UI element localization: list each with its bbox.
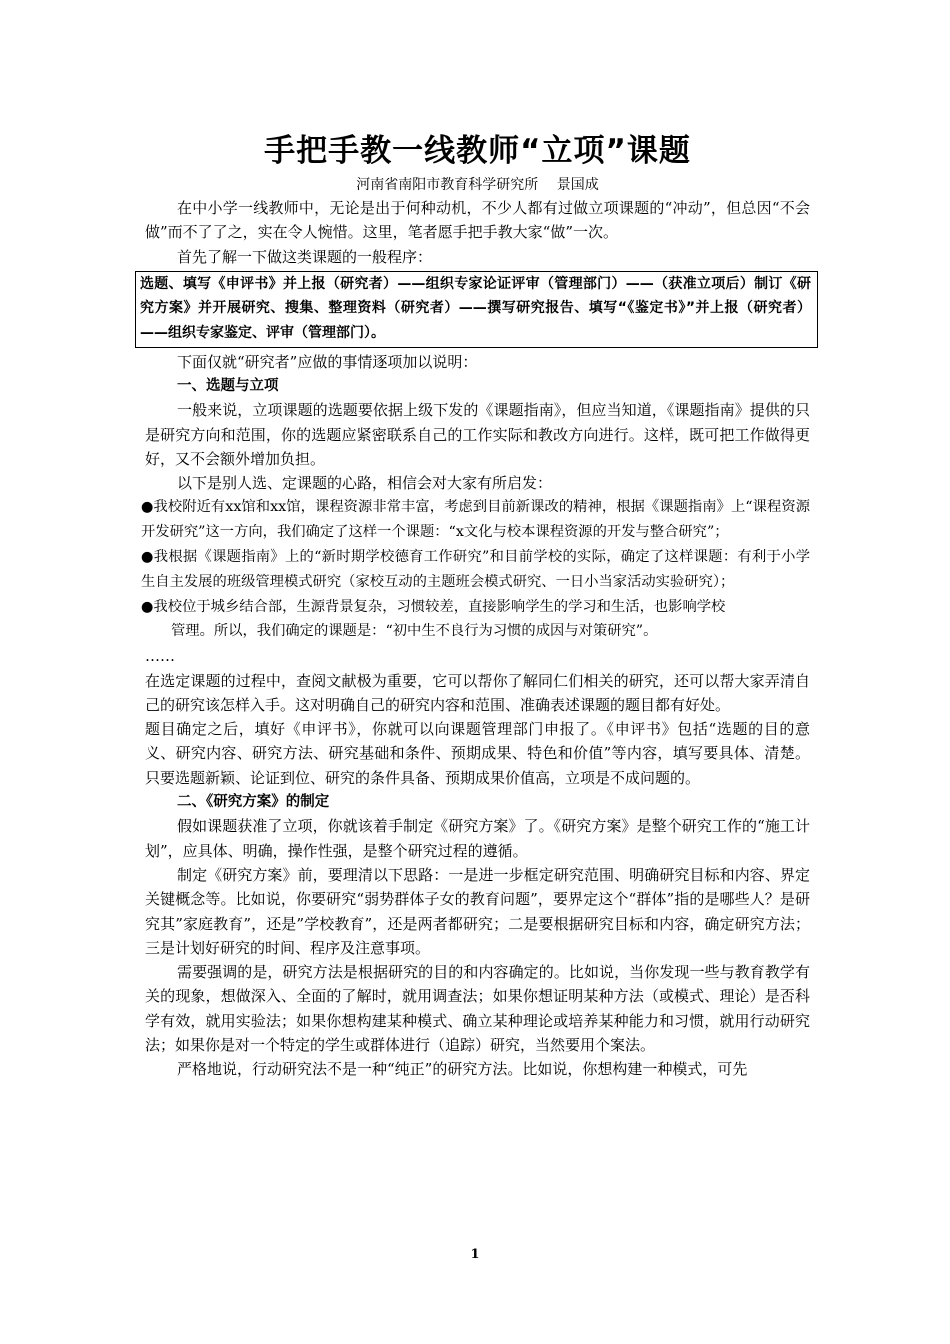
paragraph-topic-selection: 一般来说，立项课题的选题要依据上级下发的《课题指南》，但应当知道，《课题指南》提供的只是研究方向和范围，你的选题应紧密联系自己的工作实际和教改方向进行。这样，既可把工作做得更好，又不会额外增加负担。	[145, 401, 810, 468]
example-item-3: ●我校位于城乡结合部，生源背景复杂，习惯较差，直接影响学生的学习和生活，也影响学校	[141, 598, 726, 615]
example-list	[141, 495, 810, 644]
paragraph-plan: 假如课题获准了立项，你就该着手制定《研究方案》了。《研究方案》是整个研究工作的“施工计划”，应具体、明确，操作性强，是整个研究过程的遵循。	[145, 817, 810, 860]
paragraph-action-research: 严格地说，行动研究法不是一种“纯正”的研究方法。比如说，你想构建一种模式，可先	[177, 1060, 748, 1079]
paragraph-plan-steps: 制定《研究方案》前，要理清以下思路：一是进一步框定研究范围、明确研究目标和内容、界定关键概念等。比如说，你要研究“弱势群体子女的教育问题”，要界定这个“群体”指的是哪些人？是研究其”家庭教育”，还是”学校教育”，还是两者都研究；二是要根据研究目标和内容，确定研究方法；三是计划好研究的时间、程序及注意事项。	[145, 865, 810, 957]
procedure-box	[135, 271, 818, 348]
example-item-1: ●我校附近有xx馆和xx馆，课程资源非常丰富，考虑到目前新课改的精神，根据《课题指南》上“课程资源开发研究”这一方向，我们确定了这样一个课题：“x文化与校本课程资源的开发与整合研究”；	[141, 499, 810, 541]
section-heading-1: 一、选题与立项	[177, 377, 279, 394]
paragraph-explanation-lead: 下面仅就“研究者”应做的事情逐项加以说明：	[177, 352, 478, 371]
bullet-icon: ●	[141, 549, 154, 566]
procedure-text: 选题、填写《申评书》并上报（研究者）——组织专家论证评审（管理部门）——（获准立项后）制订《研究方案》并开展研究、搜集、整理资料（研究者）——撰写研究报告、填写“《鉴定书》”并上报（研究者）——组织专家鉴定、评审（管理部门）。	[140, 275, 811, 342]
paragraph-examples-lead: 以下是别人选、定课题的心路，相信会对大家有所启发：	[177, 474, 553, 493]
document-title: 手把手教一线教师“立项”课题	[264, 133, 691, 169]
paragraph-literature: 在选定课题的过程中，查阅文献极为重要，它可以帮你了解同仁们相关的研究，还可以帮大家弄清自己的研究该怎样入手。这对明确自己的研究内容和范围、准确表述课题的题目都有好处。	[145, 671, 810, 714]
author-org: 河南省南阳市教育科学研究所	[356, 177, 539, 193]
paragraph-methods: 需要强调的是，研究方法是根据研究的目的和内容确定的。比如说，当你发现一些与教育教学有关的现象，想做深入、全面的了解时，就用调查法；如果你想证明某种方法（或模式、理论）是否科学有效，就用实验法；如果你想构建某种模式、确立某种理论或培养某种能力和习惯，就用行动研究法；如果你是对一个特定的学生或群体进行（追踪）研究，当然要用个案法。	[145, 963, 810, 1054]
author-line	[145, 174, 810, 196]
ellipsis: ……	[145, 647, 175, 666]
page-number: 1	[470, 1247, 480, 1262]
paragraph-intro: 在中小学一线教师中，无论是出于何种动机，不少人都有过做立项课题的“冲动”，但总因“不会做”而不了了之，实在令人惋惜。这里，笔者愿手把手教大家“做”一次。	[145, 199, 810, 242]
example-item-3-continued: 管理。所以，我们确定的课题是：“初中生不良行为习惯的成因与对策研究”。	[171, 623, 658, 640]
author-name: 景国成	[556, 177, 599, 193]
example-item-2: ●我根据《课题指南》上的“新时期学校德育工作研究”和目前学校的实际，确定了这样课题：有利于小学生自主发展的班级管理模式研究（家校互动的主题班会模式研究、一日小当家活动实验研究）；	[141, 549, 810, 590]
bullet-icon: ●	[141, 598, 154, 615]
bullet-icon: ●	[141, 499, 154, 516]
section-heading-2: 二、《研究方案》的制定	[177, 794, 330, 811]
paragraph-application: 题目确定之后，填好《申评书》，你就可以向课题管理部门申报了。《申评书》包括“选题的目的意义、研究内容、研究方法、研究基础和条件、预期成果、特色和价值”等内容，填写要具体、清楚。只要选题新颖、论证到位、研究的条件具备、预期成果价值高，立项是不成问题的。	[145, 720, 810, 787]
document-body	[140, 128, 811, 1082]
paragraph-procedure-lead: 首先了解一下做这类课题的一般程序：	[177, 247, 433, 266]
